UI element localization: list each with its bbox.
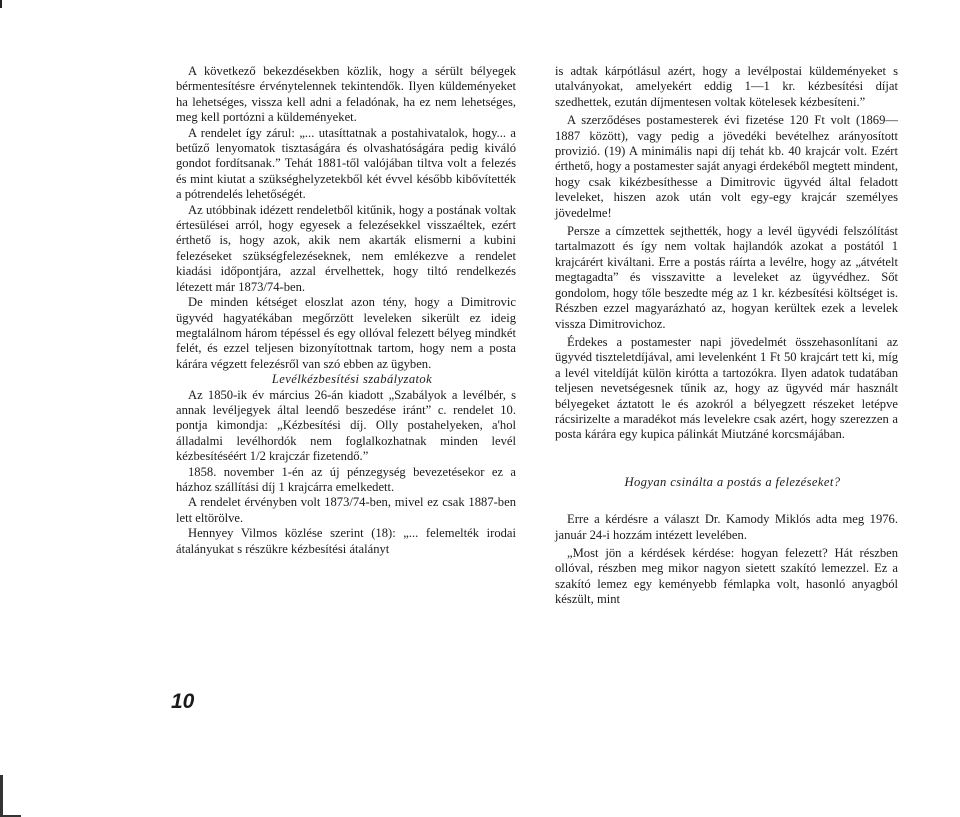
scan-corner-mark-top [0, 0, 9, 8]
paragraph: Erre a kérdésre a választ Dr. Kamody Miklós adta meg 1976. január 24-i hozzám intézett levelében. [555, 512, 898, 542]
section-heading: Hogyan csinálta a postás a felezéseket? [624, 474, 841, 489]
page-number: 10 [171, 690, 195, 713]
paragraph: A következő bekezdésekben közlik, hogy a sérült bélyegek bérmentesítésre érvénytelennek tekintendők. Ilyen küldeményeket ha lehetséges, vissza kell adni a feladónak, ha ez nem lehetséges, meg kell portózni a küldeményeket. [176, 64, 516, 125]
scan-corner-mark-bottom [0, 775, 21, 817]
paragraph: Az 1850-ik év március 26-án kiadott „Szabályok a levélbér, s annak levéljegyek által leendő beszedése iránt” c. rendelet 10. pontja kimondja: „Kézbesítési díj. Olly postahelyeken, a'hol álladalmi levélhordók nem foglalkozhatnak minden levél kézbesítéséért 1/2 krajczár fizetendő.” [176, 387, 516, 464]
paragraph: is adtak kárpótlásul azért, hogy a levélpostai küldeményeket s utalványokat, amelyekért eddig 1—1 kr. kézbesítési díjat szedhettek, ezután díjmentesen voltak kötelesek kézbesíteni.” [555, 64, 898, 109]
right-column [555, 64, 898, 608]
paragraph: Érdekes a postamester napi jövedelmét összehasonlítani az ügyvéd tiszteletdíjával, ami levelenként 1 Ft 50 krajcárt tett ki, míg a levél viteldíját külön kiróttа a tartozókra. Ilyen adatok tudatában teljesen nevetségesnek tűnik az, hogy az ügyvéd már használt bélyegeket áztatott le és azokról a bélyegzett részeket letépve rácsirizelte a maradékot más levelekre csak azért, hogy szerezzen a posta kárára egy kupica pálinkát Miutzáné korcsmájában. [555, 334, 898, 442]
section-heading: Levélkézbesítési szabályzatok [271, 372, 433, 387]
paragraph: Persze a címzettek sejthették, hogy a levél ügyvédi felszólítást tartalmazott és így nem voltak hajlandók azokat a postától 1 krajcárért kiváltani. Erre a postás ráírta a levélre, hogy az „átvételt megtagadta” és visszavitte a leveleket az ügyvédhez. Sőt gondolom, hogy tőle beszedte még az 1 kr. kézbesítési költséget is. Részben ezzel magyarázható az, hogyan kerültek ezek a levelek vissza Dimitrovichoz. [555, 224, 898, 331]
paragraph: De minden kétséget eloszlat azon tény, hogy a Dimitrovic ügyvéd hagyatékában megőrzött leveleken sikerült ez ideig megtalálnom három tépéssel és egy ollóval felezett bélyeg mindkét felét, és ezzel teljesen bizonyítottnak tartom, hogy nem a posta kárára végzett felezésről van szó ebben az ügyben. [176, 295, 516, 371]
paragraph: A szerződéses postamesterek évi fizetése 120 Ft volt (1869—1887 között), vagy pedig a jövedéki bevételhez arányosított provizió. (19) A minimális napi díj tehát kb. 40 krajcár volt. Ezért érthető, hogy a postamester saját anyagi érdekéből megtett mindent, hogy csak kikézbesíthesse a Dimitrovic ügyvéd által feladott leveleket, hiszen azok után volt egy-egy krajcár személyes jövedelme! [555, 113, 898, 220]
paragraph: A rendelet érvényben volt 1873/74-ben, mivel ez csak 1887-ben lett eltörölve. [176, 495, 516, 525]
left-column [176, 64, 516, 557]
paragraph: „Most jön a kérdések kérdése: hogyan felezett? Hát részben ollóval, részben meg mikor nagyon sietett szakító lemezzel. Ez a szakító lemez egy keményebb fémlapka volt, hasonló anyagból készült, mint [555, 545, 898, 607]
paragraph: Hennyey Vilmos közlése szerint (18): „... felemelték irodai átalányukat s részükre kézbesítési átalányt [176, 526, 516, 556]
paragraph: Az utóbbinak idézett rendeletből kitűnik, hogy a postának voltak értesülései arról, hogy egyesek a felezésekkel visszaéltek, ezért érthető is, hogy azok, akik nem akarták elismerni a kubini felezéseket szükségfelezéseknek, nem emlékezve a rendelet kiadási időpontjára, azzal érvelhettek, hogy tiltó rendelkezés létezett már 1873/74-ben. [176, 202, 516, 294]
paragraph: 1858. november 1-én az új pénzegység bevezetésekor ez a házhoz szállítási díj 1 krajcárra emelkedett. [176, 464, 516, 494]
paragraph: A rendelet így zárul: „... utasíttatnak a postahivatalok, hogy... a betűző lenyomatok tisztaságára és olvashatóságára pedig kiváló gondot fordítsanak.” Tehát 1881-től valójában tiltva volt a felezés és mint kiutat a szükséghelyzetekből két évvel később kibővítették a pótrendelés lehetőségét. [176, 125, 516, 202]
